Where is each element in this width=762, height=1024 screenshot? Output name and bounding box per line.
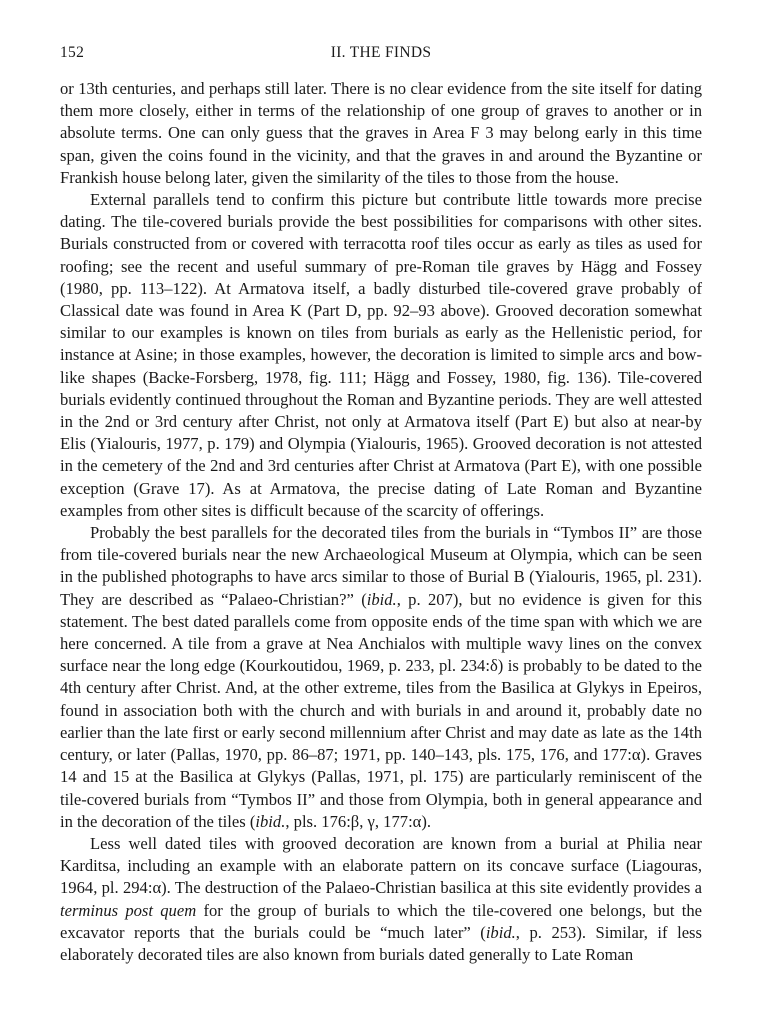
text-run: Probably the best parallels for the decorated tiles from the burials in “Tymbos II” are those from tile-covered burials near the new Archaeological Museum at Olympia, which can be seen in the published photographs to have arcs similar to those of Burial B (Yialouris, 1965, pl. 231). They are described as “Palaeo-Christian?” ( [60,523,702,609]
text-run: for the group of burials to which the tile-covered one belongs, but the excavator reports that the burials could be “much later” ( [60,900,703,942]
page-number: 152 [60,44,85,61]
paragraph [60,78,702,189]
paragraph [60,522,702,833]
text-run: or 13th centuries, and perhaps still later. There is no clear evidence from the site itself for dating them more closely, either in terms of the relationship of one group of graves to another or in absolute terms. One can only guess that the graves in Area F 3 may belong early in this time span, given the coins found in the vicinity, and that the graves in and around the Byzantine or Frankish house belong later, given the similarity of the tiles to those from the house. [60,79,702,187]
text-run: Less well dated tiles with grooved decoration are known from a burial at Philia near Karditsa, including an example with an elaborate pattern on its concave surface (Liagouras, 1964, pl. 294:α). The destruction of the Palaeo-Christian basilica at this site evidently provides a [60,833,702,898]
italic-run: ibid. [255,811,286,831]
italic-run: ibid. [485,922,516,942]
italic-run: terminus post quem [60,900,197,920]
text-run: , p. 207), but no evidence is given for this statement. The best dated parallels come from opposite ends of the time span with which we are here concerned. A tile from a grave at Nea Anchialos with multiple wavy lines on the convex surface near the long edge (Kourkoutidou, 1969, p. 233, pl. 234:δ) is probably to be dated to the 4th century after Christ. And, at the other extreme, tiles from the Basilica at Glykys in Epeiros, found in association both with the church and with burials in and around it, probably date no earlier than the late first or early second millennium after Christ and may date as late as the 14th century, or later (Pallas, 1970, pp. 86–87; 1971, pp. 140–143, pls. 175, 176, and 177:α). Graves 14 and 15 at the Basilica at Glykys (Pallas, 1971, pl. 175) are particularly reminiscent of the tile-covered burials from “Tymbos II” and those from Olympia, both in general appearance and in the decoration of the tiles ( [60,589,702,831]
text-run: , pls. 176:β, γ, 177:α). [285,811,432,831]
body-text [60,78,702,966]
running-title: II. THE FINDS [330,44,432,61]
italic-run: ibid. [366,589,397,609]
text-run: External parallels tend to confirm this picture but contribute little towards more precise dating. The tile-covered burials provide the best possibilities for comparisons with other sites. Burials constructed from or covered with terracotta roof tiles occur as early as tiles as used for roofing; see the recent and useful summary of pre-Roman tile graves by Hägg and Fossey (1980, pp. 113–122). At Armatova itself, a badly disturbed tile-covered grave probably of Classical date was found in Area K (Part D, pp. 92–93 above). Grooved decoration somewhat similar to our examples is known on tiles from burials as early as the Hellenistic period, for instance at Asine; in those examples, however, the decoration is limited to simple arcs and bow-like shapes (Backe-Forsberg, 1978, fig. 111; Hägg and Fossey, 1980, fig. 136). Tile-covered burials evidently continued throughout the Roman and Byzantine periods. They are well attested in the 2nd or 3rd century after Christ, not only at Armatova itself (Part E) but also at near-by Elis (Yialouris, 1977, p. 179) and Olympia (Yialouris, 1965). Grooved decoration is not attested in the cemetery of the 2nd and 3rd centuries after Christ at Armatova (Part E), with one possible exception (Grave 17). As at Armatova, the precise dating of Late Roman and Byzantine examples from other sites is difficult because of the scarcity of offerings. [60,190,702,520]
paragraph [60,833,702,966]
running-head [60,44,702,66]
text-run: , p. 253). Similar, if less elaborately decorated tiles are also known from burials dated generally to Late Roman [60,922,702,964]
paragraph [60,189,702,522]
